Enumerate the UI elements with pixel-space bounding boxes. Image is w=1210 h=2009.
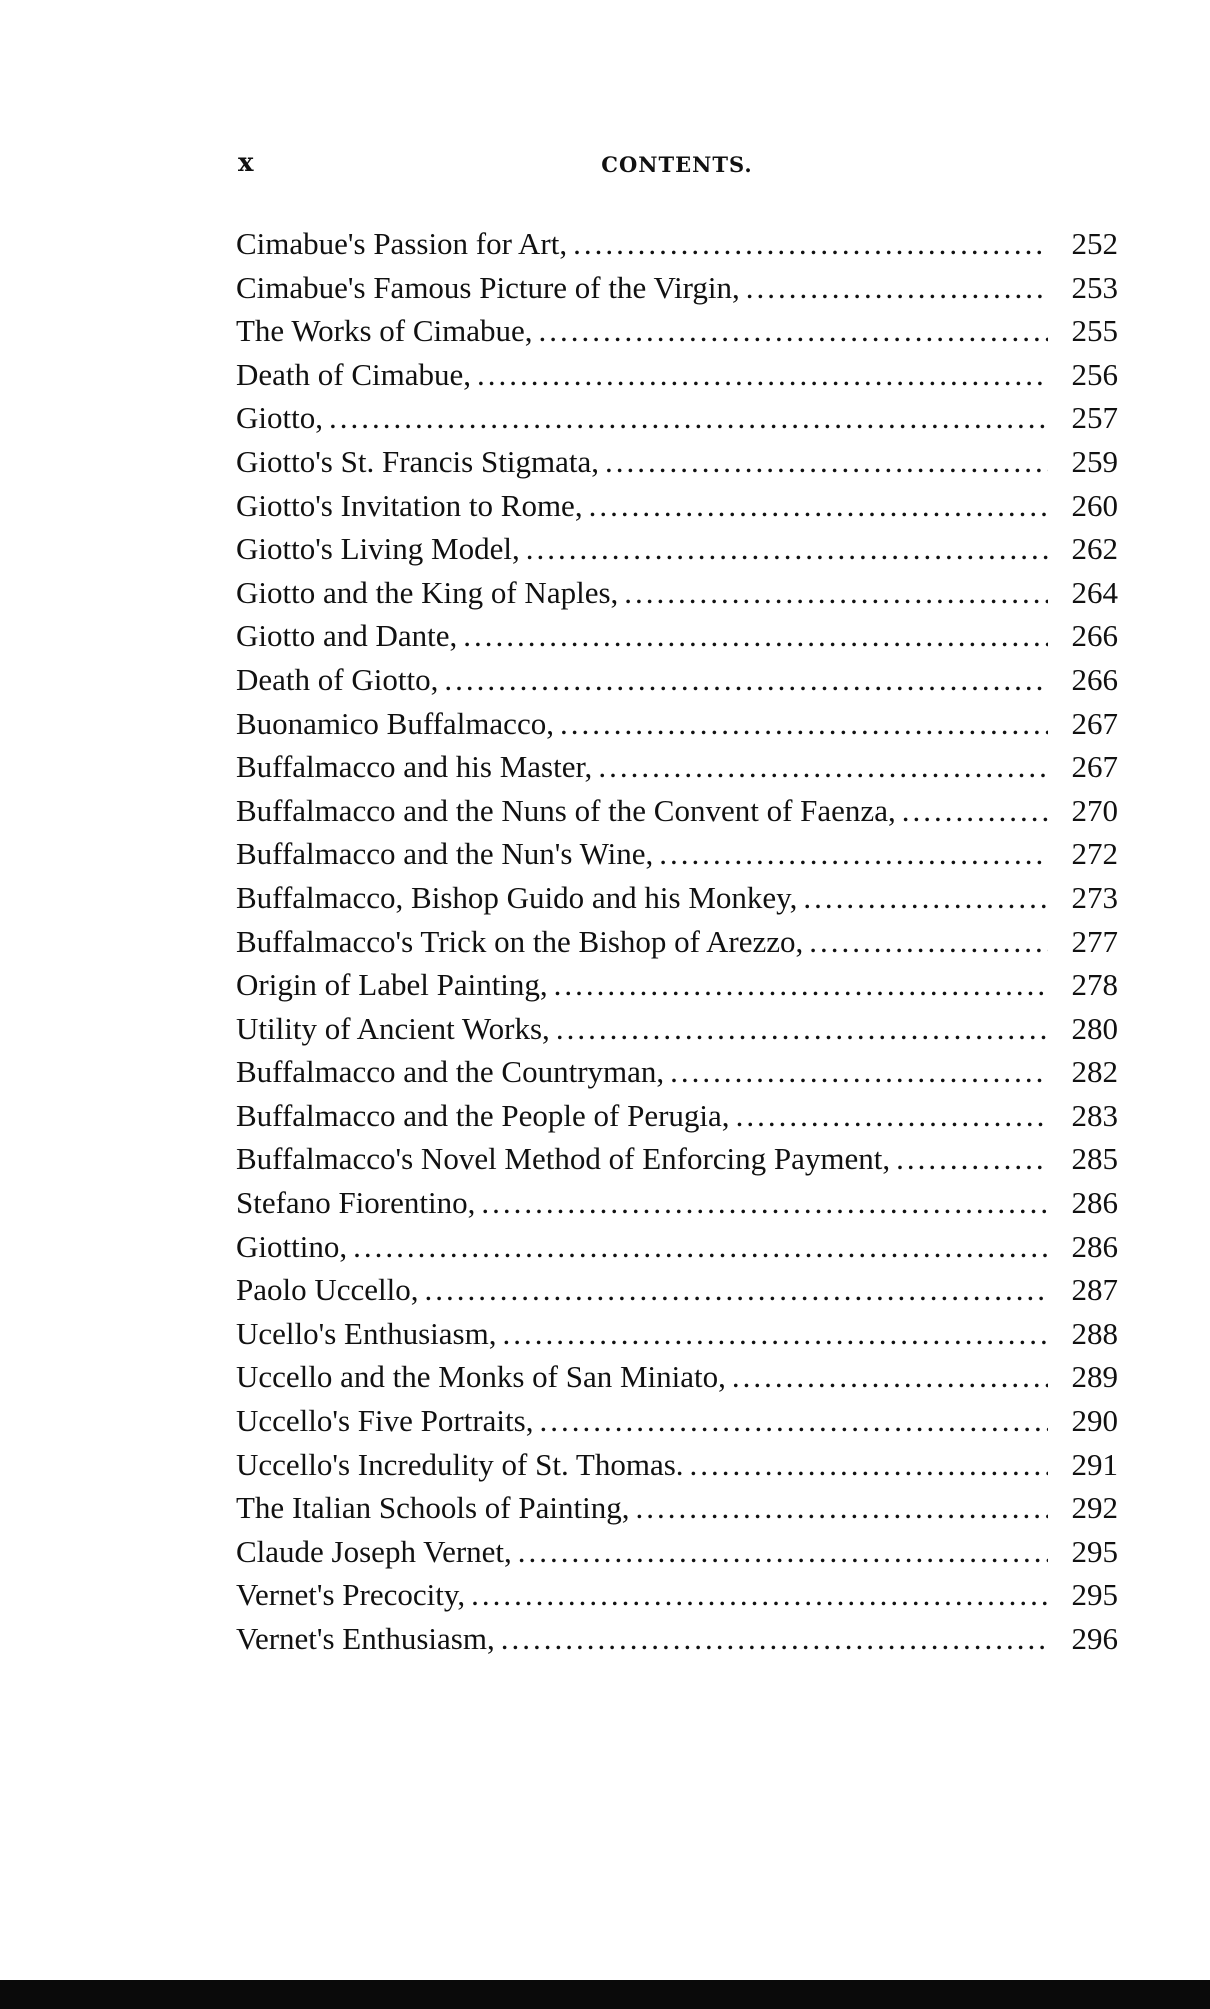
toc-entry-page: 257 — [1071, 400, 1118, 436]
toc-entry-title: Uccello's Incredulity of St. Thomas. — [236, 1446, 684, 1482]
dot-leader — [573, 222, 1048, 266]
toc-entry-title: Vernet's Enthusiasm, — [236, 1621, 495, 1656]
toc-entry-page: 270 — [1071, 792, 1118, 828]
toc-entry-page: 266 — [1071, 618, 1118, 654]
toc-entry — [236, 1137, 1118, 1181]
toc-entry — [236, 1573, 1118, 1617]
toc-entry-title: Stefano Fiorentino, — [236, 1185, 476, 1221]
dot-leader — [659, 832, 1048, 876]
toc-entry — [236, 1181, 1118, 1225]
toc-entry-page: 253 — [1071, 269, 1118, 305]
dot-leader — [635, 1486, 1048, 1530]
toc-entry-title: Death of Giotto, — [236, 661, 439, 697]
toc-entry — [236, 702, 1118, 746]
toc-entry-page: 255 — [1071, 313, 1118, 349]
toc-entry — [236, 440, 1118, 484]
dot-leader — [539, 1399, 1048, 1443]
toc-entry — [236, 1225, 1118, 1269]
toc-entry-title: Giotto's Living Model, — [236, 531, 520, 567]
page-number: x — [238, 148, 255, 178]
toc-entry-title: Uccello and the Monks of San Miniato, — [236, 1359, 726, 1395]
toc-entry-title: Buffalmacco's Novel Method of Enforcing Payment, — [236, 1141, 891, 1177]
toc-entry-title: Buffalmacco and the Nuns of the Convent of Faenza, — [236, 792, 896, 828]
dot-leader — [605, 440, 1048, 484]
dot-leader — [556, 1007, 1048, 1051]
toc-entry — [236, 222, 1118, 266]
dot-leader — [539, 309, 1048, 353]
dot-leader — [732, 1355, 1048, 1399]
toc-entry — [236, 1443, 1118, 1487]
dot-leader — [502, 1312, 1048, 1356]
toc-entry-title: Death of Cimabue, — [236, 356, 472, 392]
toc-entry-title: Giotto and the King of Naples, — [236, 574, 619, 610]
toc-entry — [236, 396, 1118, 440]
toc-entry-page: 296 — [1071, 1621, 1118, 1656]
toc-entry — [236, 266, 1118, 310]
dot-leader — [501, 1617, 1048, 1661]
toc-entry — [236, 1094, 1118, 1138]
toc-entry — [236, 1530, 1118, 1574]
toc-entry-page: 295 — [1071, 1533, 1118, 1569]
dot-leader — [598, 745, 1048, 789]
toc-entry-page: 262 — [1071, 531, 1118, 567]
toc-entry-page: 278 — [1071, 967, 1118, 1003]
toc-entry-title: Uccello's Five Portraits, — [236, 1403, 534, 1439]
dot-leader — [560, 702, 1048, 746]
toc-entry-title: Giotto's Invitation to Rome, — [236, 487, 583, 523]
toc-entry-page: 272 — [1071, 836, 1118, 872]
dot-leader — [444, 658, 1048, 702]
dot-leader — [518, 1530, 1048, 1574]
toc-entry — [236, 484, 1118, 528]
toc-entry — [236, 1312, 1118, 1356]
toc-entry-page: 289 — [1071, 1359, 1118, 1395]
dot-leader — [896, 1137, 1048, 1181]
toc-entry — [236, 571, 1118, 615]
dot-leader — [624, 571, 1048, 615]
toc-entry — [236, 1355, 1118, 1399]
toc-entry — [236, 527, 1118, 571]
toc-entry-title: Buffalmacco, Bishop Guido and his Monkey, — [236, 879, 798, 915]
toc-entry-title: Buffalmacco's Trick on the Bishop of Arezzo, — [236, 923, 804, 959]
scan-edge-bar — [0, 1980, 1210, 2009]
toc-entry-page: 256 — [1071, 356, 1118, 392]
toc-entry-page: 287 — [1071, 1272, 1118, 1308]
toc-entry-title: Buffalmacco and the Countryman, — [236, 1054, 665, 1090]
toc-entry-title: The Italian Schools of Painting, — [236, 1490, 630, 1526]
dot-leader — [554, 963, 1048, 1007]
toc-entry-title: Claude Joseph Vernet, — [236, 1533, 512, 1569]
toc-entry-page: 286 — [1071, 1228, 1118, 1264]
toc-entry-page: 280 — [1071, 1010, 1118, 1046]
toc-entry-title: Origin of Label Painting, — [236, 967, 548, 1003]
toc-entry-page: 273 — [1071, 879, 1118, 915]
toc-entry-page: 252 — [1071, 226, 1118, 261]
toc-entry — [236, 920, 1118, 964]
dot-leader — [902, 789, 1048, 833]
toc-entry-page: 277 — [1071, 923, 1118, 959]
dot-leader — [526, 527, 1048, 571]
toc-entry — [236, 832, 1118, 876]
page-header — [238, 148, 1116, 188]
toc-entry-page: 295 — [1071, 1577, 1118, 1613]
toc-entry-title: Giotto's St. Francis Stigmata, — [236, 443, 599, 479]
running-head: CONTENTS. — [601, 152, 753, 177]
dot-leader — [481, 1181, 1048, 1225]
toc-entry-page: 267 — [1071, 705, 1118, 741]
toc-entry-title: Vernet's Precocity, — [236, 1577, 466, 1613]
toc-entry — [236, 1617, 1118, 1661]
toc-entry — [236, 1268, 1118, 1312]
toc-entry-title: The Works of Cimabue, — [236, 313, 533, 349]
dot-leader — [736, 1094, 1048, 1138]
toc-entry-page: 288 — [1071, 1315, 1118, 1351]
toc-entry — [236, 789, 1118, 833]
toc-entry-page: 291 — [1071, 1446, 1118, 1482]
dot-leader — [670, 1050, 1048, 1094]
toc-entry-title: Cimabue's Passion for Art, — [236, 226, 568, 261]
toc-entry-title: Cimabue's Famous Picture of the Virgin, — [236, 269, 740, 305]
toc-entry — [236, 309, 1118, 353]
dot-leader — [471, 1573, 1048, 1617]
toc-entry — [236, 1399, 1118, 1443]
toc-entry-page: 283 — [1071, 1097, 1118, 1133]
toc-entry-title: Buffalmacco and the People of Perugia, — [236, 1097, 730, 1133]
toc-entry-title: Buffalmacco and his Master, — [236, 749, 593, 785]
toc-entry — [236, 876, 1118, 920]
toc-entry — [236, 353, 1118, 397]
toc-entry — [236, 745, 1118, 789]
dot-leader — [463, 614, 1048, 658]
toc-entry-title: Paolo Uccello, — [236, 1272, 419, 1308]
toc-entry-page: 259 — [1071, 443, 1118, 479]
toc-entry-title: Buffalmacco and the Nun's Wine, — [236, 836, 654, 872]
toc-entry-page: 292 — [1071, 1490, 1118, 1526]
toc-entry — [236, 963, 1118, 1007]
toc-entry — [236, 658, 1118, 702]
toc-entry-page: 285 — [1071, 1141, 1118, 1177]
toc-entry-page: 290 — [1071, 1403, 1118, 1439]
toc-entry-title: Giotto and Dante, — [236, 618, 458, 654]
dot-leader — [809, 920, 1048, 964]
toc-entry-page: 264 — [1071, 574, 1118, 610]
toc-entry-page: 267 — [1071, 749, 1118, 785]
toc-entry-title: Utility of Ancient Works, — [236, 1010, 550, 1046]
toc-entry-title: Giotto, — [236, 400, 323, 436]
toc-entry — [236, 1050, 1118, 1094]
toc-entry — [236, 1486, 1118, 1530]
dot-leader — [803, 876, 1048, 920]
dot-leader — [353, 1225, 1048, 1269]
toc-entry-page: 282 — [1071, 1054, 1118, 1090]
dot-leader — [690, 1443, 1048, 1487]
toc-entry — [236, 1007, 1118, 1051]
dot-leader — [477, 353, 1048, 397]
dot-leader — [329, 396, 1048, 440]
toc-entry-title: Buonamico Buffalmacco, — [236, 705, 554, 741]
dot-leader — [589, 484, 1048, 528]
toc-entry-title: Ucello's Enthusiasm, — [236, 1315, 497, 1351]
toc-entry-title: Giottino, — [236, 1228, 348, 1264]
toc-entry — [236, 614, 1118, 658]
dot-leader — [425, 1268, 1048, 1312]
toc-entry-page: 260 — [1071, 487, 1118, 523]
toc-entry-page: 266 — [1071, 661, 1118, 697]
dot-leader — [746, 266, 1048, 310]
toc-entry-page: 286 — [1071, 1185, 1118, 1221]
table-of-contents — [236, 222, 1118, 1661]
